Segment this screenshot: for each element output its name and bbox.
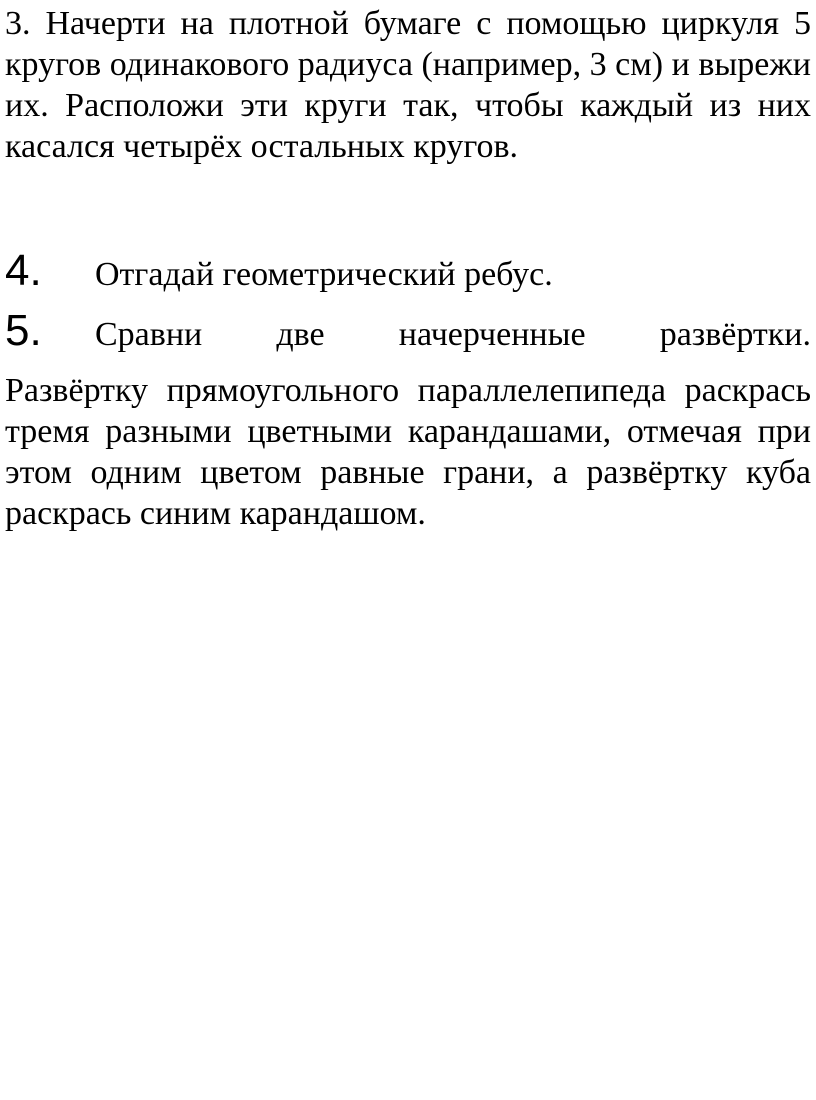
task-5-number: 5. xyxy=(5,306,42,355)
task-4 xyxy=(5,246,811,296)
task-4-number: 4. xyxy=(5,246,42,295)
task-5-paragraph: Развёртку прямоугольного параллелепипеда раскрась тремя разными цветными карандашами, отмечая при этом одним цветом равные грани, а развёртку куба раскрась синим карандашом. xyxy=(5,372,811,532)
task-3-paragraph: 3. Начерти на плотной бумаге с помощью циркуля 5 кругов одинакового радиуса (например, 3 см) и вырежи их. Расположи эти круги так, чтобы каждый из них касался четырёх остальных кругов. xyxy=(5,5,811,165)
task-5-first-line: Сравни две начерченные развёртки. xyxy=(95,316,811,353)
task-5-header xyxy=(5,306,811,356)
task-4-text: Отгадай геометрический ребус. xyxy=(95,256,553,293)
